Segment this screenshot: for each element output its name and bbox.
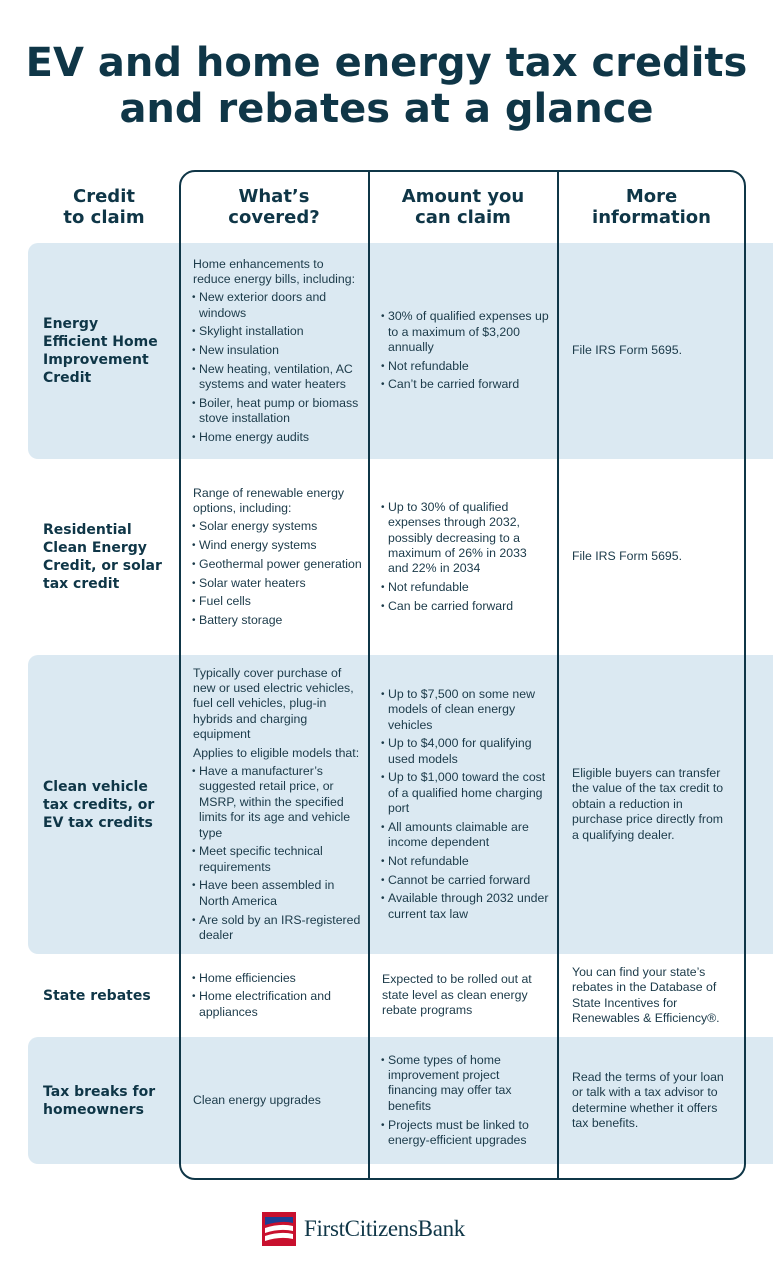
amount-list <box>382 1053 550 1149</box>
list-item: • Meet specific technical requirements <box>193 844 363 875</box>
row-2-covered <box>193 459 363 655</box>
row-5-covered <box>193 1037 363 1164</box>
title-line-1: EV and home energy tax credits <box>25 40 748 86</box>
covered-text: Clean energy upgrades <box>193 1092 321 1107</box>
row-2-amount <box>382 459 550 655</box>
info-text: Read the terms of your loan or talk with a tax advisor to determine whether it offers tax benefits. <box>572 1069 724 1130</box>
column-divider-1 <box>368 170 370 1180</box>
list-item: • New heating, ventilation, AC systems and water heaters <box>193 362 363 393</box>
list-item: • Have been assembled in North America <box>193 878 363 909</box>
row-1-amount <box>382 243 550 459</box>
list-item: • Home efficiencies <box>193 971 363 986</box>
list-item: • Home electrification and appliances <box>193 989 363 1020</box>
title-line-2: and rebates at a glance <box>119 86 654 132</box>
header-info: More information <box>592 186 711 228</box>
covered-list <box>193 519 363 628</box>
credit-name: Residential Clean Energy Credit, or solar tax credit <box>43 522 162 592</box>
row-5-info <box>572 1037 736 1164</box>
amount-text: Expected to be rolled out at state level as clean energy rebate programs <box>382 972 532 1018</box>
covered-intro: Typically cover purchase of new or used electric vehicles, fuel cell vehicles, plug-in hybrids and charging equipment <box>193 665 354 742</box>
row-1-covered <box>193 243 363 459</box>
row-3-covered <box>193 655 363 954</box>
info-text: File IRS Form 5695. <box>572 549 683 564</box>
list-item: • Not refundable <box>382 854 550 869</box>
first-citizens-logo <box>262 1212 465 1246</box>
row-5-amount <box>382 1037 550 1164</box>
list-item: • Home energy audits <box>193 430 363 445</box>
list-item: • Battery storage <box>193 613 363 628</box>
list-item: • Available through 2032 under current tax law <box>382 891 550 922</box>
info-text: Eligible buyers can transfer the value of the tax credit to obtain a reduction in purchase price directly from a qualifying dealer. <box>572 765 724 842</box>
logo-name: FirstCitizensBank <box>304 1216 466 1241</box>
row-1-credit <box>43 243 163 459</box>
list-item: • New exterior doors and windows <box>193 290 363 321</box>
list-item: • Skylight installation <box>193 324 363 339</box>
page-title <box>0 40 773 132</box>
row-2-credit <box>43 459 165 655</box>
list-item: • Up to $7,500 on some new models of clean energy vehicles <box>382 687 550 733</box>
row-3-amount <box>382 655 550 954</box>
list-item: • Wind energy systems <box>193 538 363 553</box>
list-item: • Not refundable <box>382 580 550 595</box>
list-item: • All amounts claimable are income dependent <box>382 820 550 851</box>
covered-intro: Home enhancements to reduce energy bills, including: <box>193 256 356 286</box>
credit-name: Clean vehicle tax credits, or EV tax credits <box>43 778 155 831</box>
row-1-info <box>572 243 738 459</box>
list-item: • Can’t be carried forward <box>382 377 550 392</box>
covered-list <box>193 764 363 943</box>
list-item: • 30% of qualified expenses up to a maximum of $3,200 annually <box>382 309 550 355</box>
row-3-credit <box>43 655 167 954</box>
list-item: • Up to $4,000 for qualifying used models <box>382 736 550 767</box>
credit-name: State rebates <box>43 987 151 1004</box>
list-item: • Projects must be linked to energy-efficient upgrades <box>382 1118 550 1149</box>
header-amount: Amount you can claim <box>401 186 525 228</box>
column-divider-2 <box>557 170 559 1180</box>
list-item: • Solar energy systems <box>193 519 363 534</box>
credit-name: Tax breaks for homeowners <box>43 1083 156 1118</box>
covered-list <box>193 971 363 1021</box>
row-4-amount <box>382 954 550 1037</box>
covered-list <box>193 290 363 445</box>
amount-list <box>382 309 550 393</box>
list-item: • Some types of home improvement project financing may offer tax benefits <box>382 1053 550 1115</box>
list-item: • Up to 30% of qualified expenses through 2032, possibly decreasing to a maximum of 26% in 2033 and 22% in 2034 <box>382 500 550 577</box>
list-item: • Are sold by an IRS-registered dealer <box>193 913 363 944</box>
list-item: • Can be carried forward <box>382 599 550 614</box>
row-4-info <box>572 954 734 1037</box>
row-2-info <box>572 459 738 655</box>
covered-intro-2: Applies to eligible models that: <box>193 745 360 760</box>
amount-list <box>382 687 550 922</box>
row-3-info <box>572 655 732 954</box>
header-covered: What’s covered? <box>228 186 320 228</box>
list-item: • Geothermal power generation <box>193 557 363 572</box>
list-item: • Not refundable <box>382 359 550 374</box>
list-item: • Fuel cells <box>193 594 363 609</box>
info-text: You can find your state’s rebates in the Database of State Incentives for Renewables & Efficiency®. <box>572 964 720 1025</box>
row-4-covered <box>193 954 363 1037</box>
flag-logo-icon <box>262 1212 296 1246</box>
info-text: File IRS Form 5695. <box>572 343 683 358</box>
list-item: • Have a manufacturer’s suggested retail price, or MSRP, within the specified limits for its age and vehicle type <box>193 764 363 841</box>
header-credit: Credit to claim <box>63 186 145 228</box>
row-4-credit <box>43 954 167 1037</box>
credit-name: Energy Efficient Home Improvement Credit <box>43 316 158 386</box>
covered-intro: Range of renewable energy options, including: <box>193 485 345 516</box>
list-item: • Up to $1,000 toward the cost of a qualified home charging port <box>382 770 550 816</box>
list-item: • Solar water heaters <box>193 576 363 591</box>
row-5-credit <box>43 1037 167 1164</box>
list-item: • Cannot be carried forward <box>382 873 550 888</box>
list-item: • Boiler, heat pump or biomass stove installation <box>193 396 363 427</box>
list-item: • New insulation <box>193 343 363 358</box>
amount-list <box>382 500 550 614</box>
